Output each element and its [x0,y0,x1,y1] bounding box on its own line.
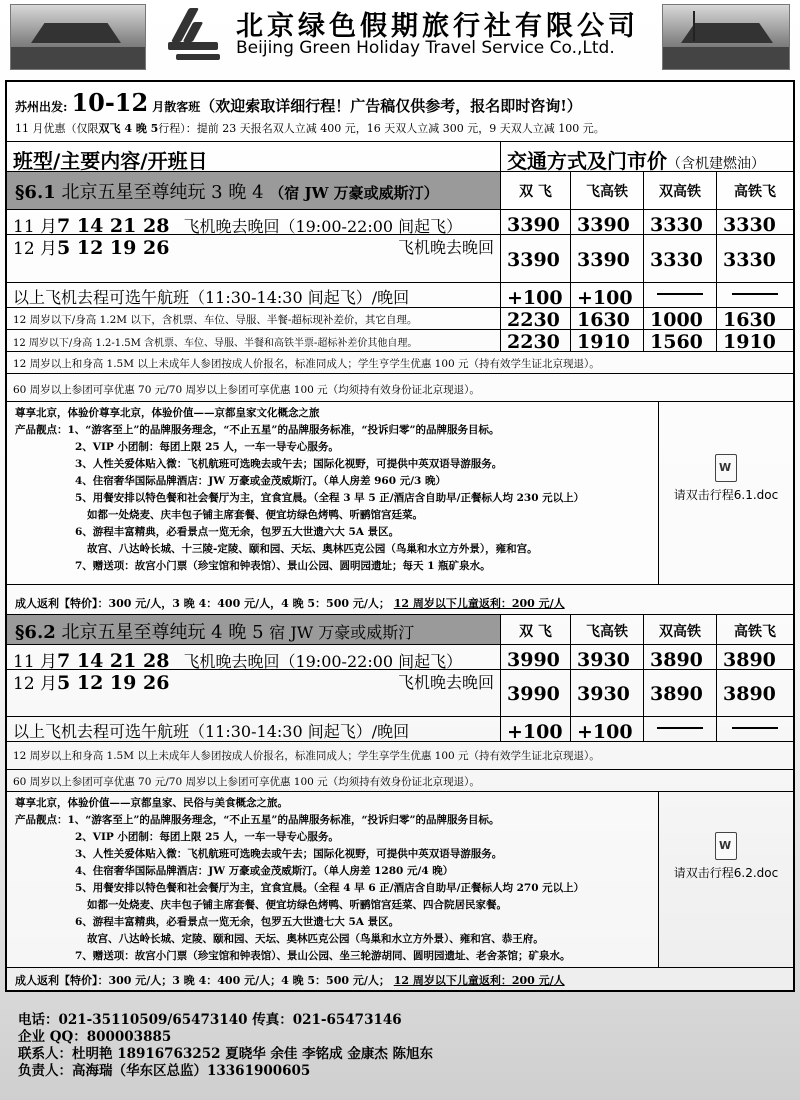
notice-months: 10-12 [71,88,149,117]
product-title [7,615,501,644]
date-month: 12 月 [13,239,58,259]
date-month: 12 月 [13,674,58,694]
detail-line: 5、用餐安排以特色餐和社会餐厅为主，宜食宜晨。（全程 4 早 6 正/酒店含自助早/正餐标人均 270 元以上） [75,882,585,894]
mode-label: 双高铁 [644,615,717,644]
word-document-icon: W [715,832,737,860]
detail-line: 产品靓点：1、“游客至上”的品牌服务理念，“不止五星”的品牌服务标准，“投诉归零”的品牌服务目标。 [15,424,500,436]
rebate-adult: 成人返利【特价】：300 元/人，3 晚 4：400 元/人，4 晚 5：500 元/人； [15,597,390,610]
company-name-cn: 北京绿色假期旅行社有限公司 [236,11,639,42]
date-cell [7,210,501,234]
header-left: 班型/主要内容/开班日 [7,142,501,171]
price: +100 [571,283,644,307]
price: 3390 [501,210,571,234]
footer-phone: 电话：021-35110509/65473140 传真：021-65473146 [18,1012,402,1028]
empty-price [644,283,717,307]
detail-line: 3、人性关爱体贴入微：飞机航班可选晚去或午去；国际化视野，可提供中英双语导游服务。 [75,458,503,470]
product-details [7,402,793,585]
itinerary-doc-link[interactable] [659,402,793,584]
date-row [7,670,793,717]
promo-rest: 行程）：提前 23 天报名双人立减 400 元，16 天双人立减 300 元，9 天双人立减 100 元。 [158,122,605,135]
detail-line: 尊享北京，体验价值——京都皇家、民俗与美食概念之旅。 [15,797,288,809]
mode-label: 双高铁 [644,172,717,209]
date-numbers: 7 14 21 28 [57,650,170,669]
table-header [7,142,793,172]
detail-line: 产品靓点：1、“游客至上”的品牌服务理念，“不止五星”的品牌服务标准，“投诉归零”的品牌服务目标。 [15,814,500,826]
detail-line: 如都一处烧麦、庆丰包子铺主席套餐、便宜坊绿色烤鸭、听鹂馆宫廷菜、四合院居民家餐。 [87,899,507,911]
price: +100 [571,717,644,741]
empty-price [717,283,793,307]
detail-line: 尊享北京，体验价尊享北京，体验价值——京都皇家文化概念之旅 [15,407,320,419]
price: 1000 [644,308,717,329]
company-logo [166,4,222,62]
word-document-icon: W [715,454,737,482]
policy-row: 12 周岁以上和身高 1.5M 以上未成年人参团按成人价报名，标准同成人；学生享学生优惠 100 元（持有效学生证北京现退）。 [7,742,793,770]
price: 3990 [501,670,571,716]
detail-line: 4、住宿奢华国际品牌酒店：JW 万豪或金茂威斯汀。（单人房差 960 元/3 晚） [75,475,446,487]
child-row [7,330,793,352]
detail-line: 6、游程丰富精典，必看景点一览无余，包罗五大世遗六大 5A 景区。 [75,526,400,538]
date-cell [7,235,501,282]
date-numbers: 5 12 19 26 [57,237,170,259]
price: 3330 [644,210,717,234]
rebate-child: 12 周岁以下儿童返利：200 元/人 [393,597,565,610]
price: 3390 [571,210,644,234]
product-title-row [7,172,793,210]
rebate-row [7,968,793,990]
detail-line: 6、游程丰富精典，必看景点一览无余，包罗五大世遗七大 5A 景区。 [75,916,400,928]
price: 3890 [723,649,776,669]
price: 3330 [723,214,776,234]
product-hotel: 宿 JW 万豪或威斯汀 [269,623,415,642]
company-name-en: Beijing Green Holiday Travel Service Co.,Ltd. [236,38,615,58]
price: 3930 [571,645,644,669]
empty-price [644,717,717,741]
child-text: 12 周岁以下/身高 1.2-1.5M 含机票、车位、导服、半餐和高铁半票-超标补差价其他自理。 [7,330,501,351]
price: 3390 [501,235,571,282]
date-cell [7,670,501,716]
detail-line: 3、人性关爱体贴入微：飞机航班可选晚去或午去；国际化视野，可提供中英双语导游服务。 [75,848,503,860]
header [0,0,800,78]
mode-label: 飞高铁 [571,615,644,644]
detail-line: 如都一处烧麦、庆丰包子铺主席套餐、便宜坊绿色烤鸭、听鹂馆宫廷菜。 [87,509,423,521]
product-details [7,792,793,968]
price: 1910 [723,331,776,351]
doc-label: 请双击行程6.1.doc [673,488,779,502]
price: 3330 [644,235,717,282]
policy-row: 60 周岁以上参团可享优惠 70 元/70 周岁以上参团可享优惠 100 元（均须持有效身份证北京现退）。 [7,374,793,402]
price: 2230 [501,330,571,351]
price: +100 [501,283,571,307]
rebate-row [7,585,793,615]
mode-label: 双 飞 [501,172,571,209]
price: 3390 [571,235,644,282]
product-name: 北京五星至尊纯玩 4 晚 5 [55,622,270,643]
detail-line: 2、VIP 小团制：每团上限 25 人，一车一导专心服务。 [75,441,339,453]
date-month: 11 月 [13,217,58,234]
price: 3930 [571,670,644,716]
doc-label: 请双击行程6.2.doc [673,866,779,880]
date-numbers: 5 12 19 26 [57,672,170,694]
header-right-title: 交通方式及门市价 [507,149,667,171]
mode-label: 高铁飞 [734,624,776,640]
child-text: 12 周岁以下/身高 1.2M 以下，含机票、车位、导服、半餐-超标现补差价，其它自理。 [7,308,501,329]
date-note: 飞机晚去晚回 [397,673,494,692]
mode-label: 双 飞 [501,615,571,644]
price: 2230 [501,308,571,329]
price: 3890 [644,645,717,669]
product-code: §6.2 [15,622,56,643]
notice-banner [7,82,793,142]
price: 1630 [571,308,644,329]
footer-contacts: 联系人：杜明艳 18916763252 夏晓华 余佳 李铭成 金康杰 陈旭东 [18,1046,434,1062]
product-hotel: （宿 JW 万豪或威斯汀） [269,184,439,202]
product-name: 北京五星至尊纯玩 3 晚 4 [55,182,270,203]
empty-price [717,717,793,741]
promo-bold: 双飞 4 晚 5 [98,122,159,135]
price: 3330 [723,249,776,271]
detail-line: 5、用餐安排以特色餐和社会餐厅为主，宜食宜晨。（全程 3 早 5 正/酒店含自助早/正餐标人均 230 元以上） [75,492,585,504]
price: 1560 [644,330,717,351]
date-numbers: 7 14 21 28 [57,215,170,234]
itinerary-doc-link[interactable] [659,792,793,967]
mode-label: 高铁飞 [734,184,776,200]
detail-line: 2、VIP 小团制：每团上限 25 人，一车一导专心服务。 [75,831,339,843]
date-note: 飞机晚去晚回 [397,238,494,257]
option-text: 以上飞机去程可选午航班（11:30-14:30 间起飞）/晚回 [7,283,501,307]
price: 1630 [723,309,776,329]
option-text: 以上飞机去程可选午航班（11:30-14:30 间起飞）/晚回 [7,717,501,741]
detail-line: 故宫、八达岭长城、十三陵-定陵、颐和园、天坛、奥林匹克公园（鸟巢和水立方外景），雍和宫。 [87,543,538,555]
date-row [7,645,793,670]
promo-prefix: 11 月优惠（仅限 [15,122,99,135]
header-right-note: （含机建燃油） [667,156,765,171]
policy-row: 12 周岁以上和身高 1.5M 以上未成年人参团按成人价报名，标准同成人；学生亨学生优惠 100 元（持有效学生证北京现退）。 [7,352,793,374]
tiananmen-photo [662,4,790,70]
option-row [7,283,793,308]
detail-line: 故宫、八达岭长城、定陵、颐和园、天坛、奥林匹克公园（鸟巢和水立方外景）、雍和宫、恭王府。 [87,933,544,945]
details-text [7,402,659,584]
option-row [7,717,793,742]
mode-label: 飞高铁 [571,172,644,209]
date-row [7,235,793,283]
product-title-row [7,615,793,645]
date-note: 飞机晚去晚回（19:00-22:00 间起飞） [183,217,463,234]
price: +100 [501,717,571,741]
date-cell [7,645,501,669]
footer-manager: 负责人：高海瑞（华东区总监）13361900605 [18,1063,311,1079]
product-title [7,172,501,209]
detail-line: 7、赠送项：故宫小门票（珍宝馆和钟表馆）、景山公园、圆明园遗址；每天 1 瓶矿泉水。 [75,560,491,572]
price: 3990 [501,645,571,669]
price: 3890 [723,683,776,705]
notice-origin: 苏州出发: [15,100,68,114]
child-row [7,308,793,330]
notice-type: 月散客班 [152,100,201,114]
details-text [7,792,659,967]
product-code: §6.1 [15,182,56,203]
footer-qq: 企业 QQ：800003885 [18,1029,172,1045]
detail-line: 7、赠送项：故宫小门票（珍宝馆和钟表馆）、景山公园、坐三轮游胡同、圆明园遗址、老舍茶馆；矿泉水。 [75,950,571,962]
date-month: 11 月 [13,652,58,669]
header-right [501,142,793,171]
detail-line: 4、住宿奢华国际品牌酒店：JW 万豪或金茂威斯汀。（单人房差 1280 元/4 晚） [75,865,454,877]
date-row [7,210,793,235]
rebate-child: 12 周岁以下儿童返利：200 元/人 [393,974,565,987]
date-note: 飞机晚去晚回（19:00-22:00 间起飞） [183,652,463,669]
itinerary-board [5,80,795,992]
policy-row: 60 周岁以上参团可享优惠 70 元/70 周岁以上参团可享优惠 100 元（均须持有效身份证北京现退）。 [7,770,793,792]
contact-footer [18,1012,433,1080]
rebate-adult: 成人返利【特价】：300 元/人；3 晚 4：400 元/人；4 晚 5：500 元/人； [15,974,390,987]
price: 1910 [571,330,644,351]
price: 3890 [644,670,717,716]
forbidden-city-photo [10,4,146,70]
notice-note: （欢迎索取详细行程！广告稿仅供参考，报名即时咨询!） [200,97,582,115]
